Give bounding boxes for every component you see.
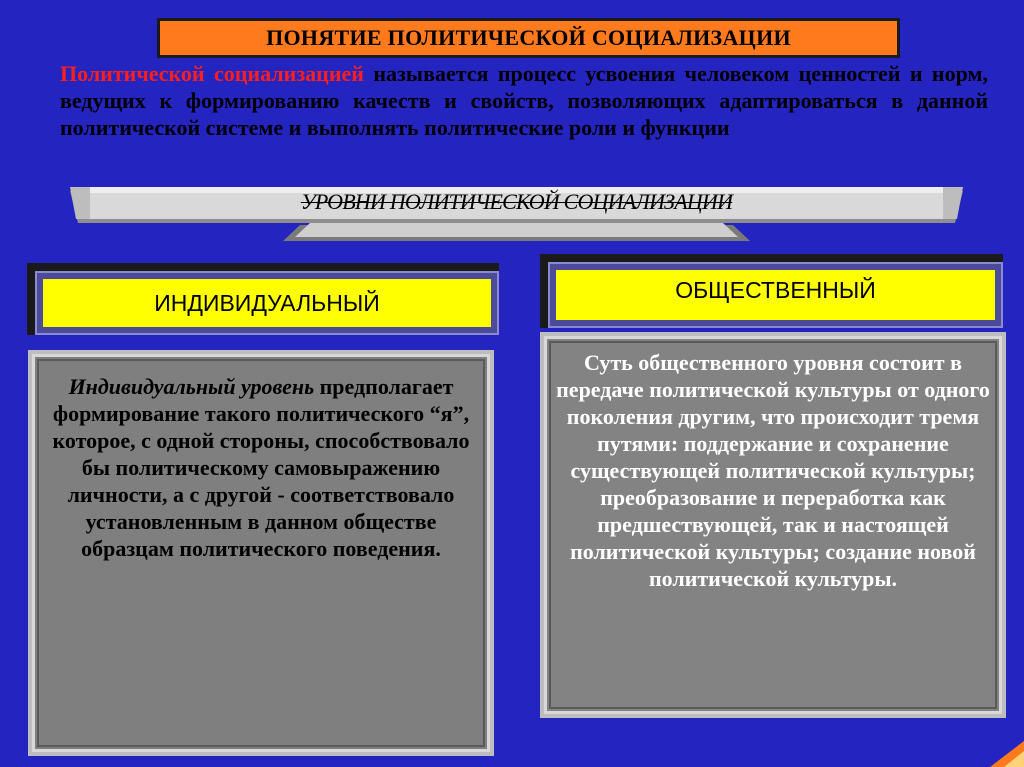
banner-title: УРОВНИ ПОЛИТИЧЕСКОЙ СОЦИАЛИЗАЦИИ (300, 189, 733, 214)
panel-frame (544, 336, 1002, 714)
corner-decoration (984, 737, 1024, 767)
social-body: Суть общественного уровня состоит в передаче политической культуры от одного поколения другим, что происходит тремя путями: поддержание и сохранение существующей политической культуры; преобразование и переработка как предшествующей, так и настоящей политической культуры; создание новой политической культуры. (556, 350, 990, 591)
title-box (157, 18, 900, 58)
slide-title: ПОНЯТИЕ ПОЛИТИЧЕСКОЙ СОЦИАЛИЗАЦИИ (266, 25, 791, 50)
panel-social (540, 332, 1006, 718)
definition-text: называется процесс усвоения человеком ценностей и норм, ведущих к формированию качеств и свойств, позволяющих адаптироваться в данной политической системе и выполнять политические роли и функции (60, 61, 988, 140)
header-frame (548, 262, 1003, 328)
level-header-individual (27, 263, 499, 335)
levels-banner (70, 183, 963, 243)
level-header-social-label: ОБЩЕСТВЕННЫЙ (675, 277, 876, 303)
header-frame (35, 271, 499, 335)
panel-individual (28, 350, 494, 756)
header-fill (43, 279, 491, 327)
level-header-social (540, 254, 1003, 328)
definition-paragraph (60, 60, 988, 141)
panel-frame (32, 354, 490, 752)
level-header-individual-label: ИНДИВИДУАЛЬНЫЙ (154, 289, 380, 316)
definition-term: Политической социализацией (60, 61, 364, 86)
individual-body: предполагает формирование такого политического “я”, которое, с одной стороны, способствовало бы политическому самовыражению личности, а с другой - соответствовало установленным в данном обществе образцам политического поведения. (52, 374, 470, 561)
individual-lead: Индивидуальный уровень (68, 374, 315, 399)
panel-individual-text (41, 357, 481, 749)
header-fill (556, 270, 995, 320)
